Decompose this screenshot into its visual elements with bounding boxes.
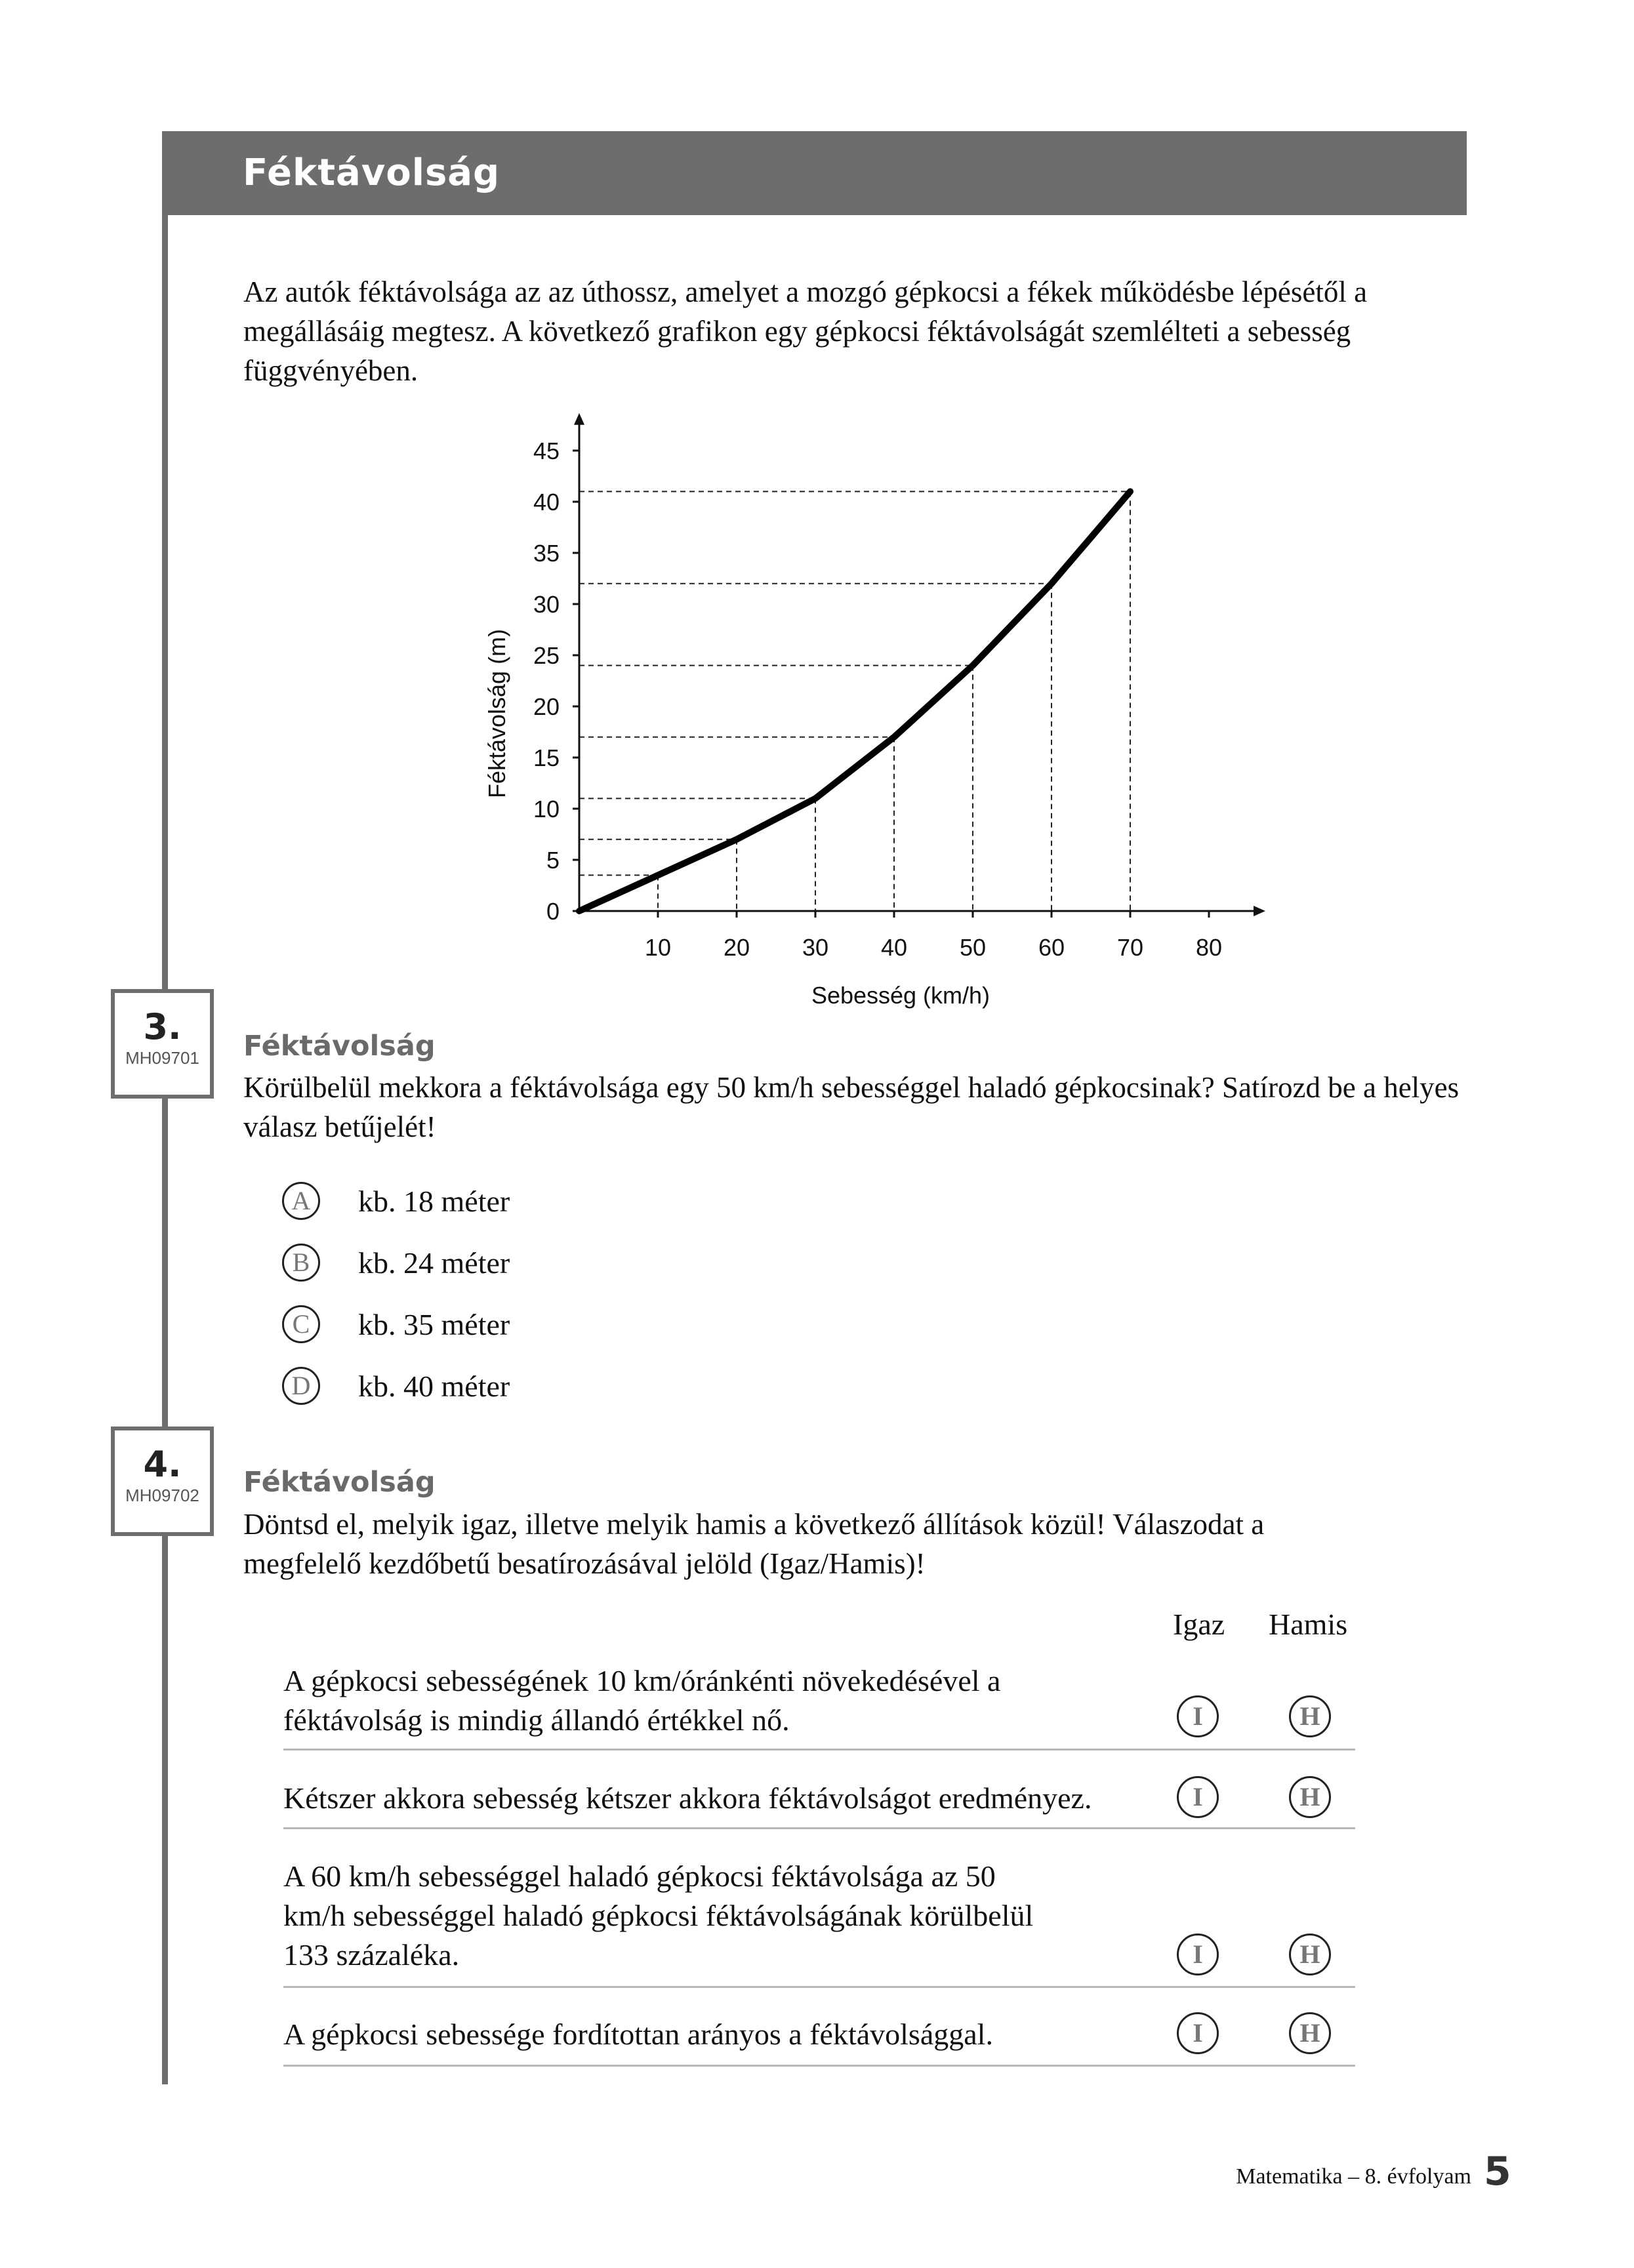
data-point — [891, 735, 897, 740]
option-d-bubble[interactable]: D — [282, 1367, 320, 1405]
y-tick-label: 40 — [533, 489, 560, 516]
option-d-label: kb. 40 méter — [358, 1369, 510, 1403]
footer-subject: Matematika – 8. évfolyam — [1236, 2164, 1471, 2189]
y-tick-label: 25 — [533, 642, 560, 669]
statement-2: Kétszer akkora sebesség kétszer akkora féktávolságot eredményez. — [283, 1781, 1092, 1815]
question-4-number: 4. — [143, 1444, 182, 1485]
y-tick-label: 10 — [533, 796, 560, 822]
statement-2-false-bubble[interactable]: H — [1289, 1776, 1331, 1818]
option-b-label: kb. 24 méter — [358, 1246, 510, 1280]
x-tick-label: 40 — [880, 934, 908, 961]
question-3-title: Féktávolság — [243, 1030, 436, 1063]
option-b-bubble[interactable]: B — [282, 1244, 320, 1282]
option-c-label: kb. 35 méter — [358, 1308, 510, 1341]
x-tick-label: 30 — [802, 934, 829, 961]
x-tick-label: 20 — [723, 934, 750, 961]
page-number: 5 — [1484, 2149, 1511, 2195]
x-axis-label: Sebesség (km/h) — [811, 982, 991, 1009]
statement-3: A 60 km/h sebességgel haladó gépkocsi féktávolsága az 50 km/h sebességgel haladó gépkocsi féktávolságának körülbelül 133 százaléka. — [283, 1859, 1034, 1972]
x-tick-label: 10 — [644, 934, 672, 961]
y-axis-label: Féktávolság (m) — [483, 628, 510, 799]
statement-3-true-bubble[interactable]: I — [1177, 1934, 1219, 1975]
statement-4-false-bubble[interactable]: H — [1289, 2012, 1331, 2054]
question-4-text: Döntsd el, melyik igaz, illetve melyik hamis a következő állítások közül! Válaszodat a megfelelő kezdőbetű besatírozásával jelöld (Igaz/Hamis)! — [243, 1508, 1265, 1580]
option-a-bubble[interactable]: A — [282, 1182, 320, 1220]
y-tick-label: 35 — [533, 540, 560, 567]
option-c-bubble[interactable]: C — [282, 1305, 320, 1343]
statement-divider — [283, 1827, 1355, 1829]
statement-1-true-bubble[interactable]: I — [1177, 1695, 1219, 1737]
data-point — [970, 663, 975, 668]
y-tick-label: 45 — [533, 437, 560, 464]
y-tick-label: 5 — [546, 847, 560, 874]
question-3-number: 3. — [143, 1006, 182, 1047]
option-a-label: kb. 18 méter — [358, 1185, 510, 1218]
question-4-box — [111, 1427, 214, 1536]
braking-distance-chart — [453, 403, 1279, 1026]
x-tick-label: 80 — [1195, 934, 1223, 961]
statement-4-true-bubble[interactable]: I — [1177, 2012, 1219, 2054]
data-point — [813, 796, 818, 801]
y-axis-arrow — [574, 413, 584, 425]
x-tick-label: 70 — [1116, 934, 1144, 961]
question-3-code: MH09701 — [125, 1048, 199, 1068]
x-tick-label: 60 — [1038, 934, 1065, 961]
x-tick-label: 50 — [959, 934, 987, 961]
data-point — [655, 872, 661, 878]
statement-divider — [283, 2065, 1355, 2067]
data-point — [1049, 581, 1054, 586]
section-title-bar — [162, 131, 1467, 215]
statement-3-false-bubble[interactable]: H — [1289, 1934, 1331, 1975]
question-3-text: Körülbelül mekkora a féktávolsága egy 50 km/h sebességgel haladó gépkocsinak? Satírozd be a helyes válasz betűjelét! — [243, 1071, 1460, 1143]
statement-2-true-bubble[interactable]: I — [1177, 1776, 1219, 1818]
braking-distance-line — [579, 491, 1130, 911]
statement-1: A gépkocsi sebességének 10 km/óránkénti növekedésével a féktávolság is mindig állandó értékkel nő. — [283, 1664, 1001, 1737]
column-header-false: Hamis — [1269, 1608, 1348, 1641]
section-title: Féktávolság — [243, 152, 500, 194]
y-tick-label: 30 — [533, 591, 560, 618]
statement-divider — [283, 1749, 1355, 1751]
y-tick-label: 0 — [546, 898, 560, 925]
left-margin-rule — [162, 131, 168, 2084]
data-point — [734, 837, 739, 842]
statement-divider — [283, 1986, 1355, 1988]
question-3-box — [111, 989, 214, 1099]
data-point — [1128, 489, 1133, 494]
data-point — [577, 908, 582, 914]
question-4-title: Féktávolság — [243, 1466, 436, 1499]
x-axis-arrow — [1254, 906, 1265, 916]
y-tick-label: 20 — [533, 693, 560, 720]
y-tick-label: 15 — [533, 744, 560, 771]
statement-1-false-bubble[interactable]: H — [1289, 1695, 1331, 1737]
question-4-code: MH09702 — [125, 1486, 199, 1505]
intro-paragraph: Az autók féktávolsága az az úthossz, amelyet a mozgó gépkocsi a fékek működésbe lépésétől a megállásáig megtesz. A következő grafikon egy gépkocsi féktávolságát szemlélteti a sebesség függvényében. — [243, 275, 1368, 387]
statement-4: A gépkocsi sebessége fordítottan arányos a féktávolsággal. — [283, 2017, 993, 2051]
column-header-true: Igaz — [1173, 1608, 1225, 1641]
